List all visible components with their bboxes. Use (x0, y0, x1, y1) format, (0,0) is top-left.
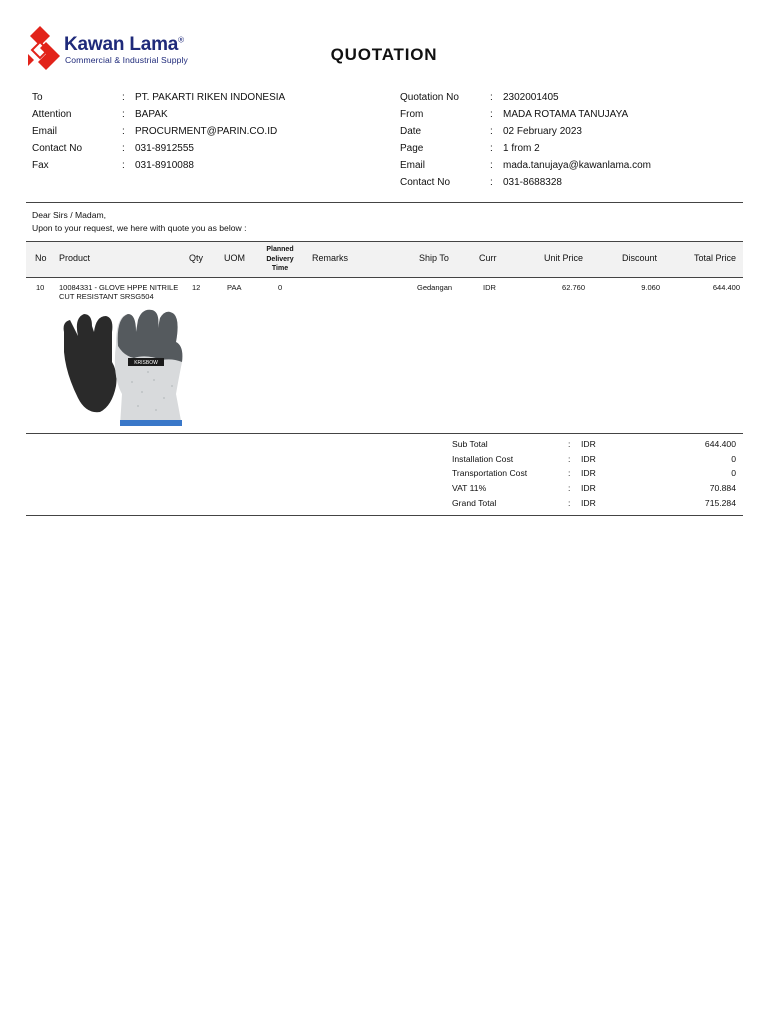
row-qty: 12 (192, 283, 201, 292)
logo-name: Kawan Lama® (64, 34, 184, 55)
grandtotal-currency: IDR (581, 498, 596, 508)
colon: : (490, 126, 493, 137)
grandtotal-value: 715.284 (704, 498, 736, 508)
email-value: PROCURMENT@PARIN.CO.ID (135, 126, 278, 137)
sender-contact-label: Contact No (400, 177, 451, 188)
totals-bottom-rule (26, 515, 743, 516)
sender-email-label: Email (400, 160, 426, 171)
date-value: 02 February 2023 (503, 126, 582, 137)
transportation-label: Transportation Cost (452, 468, 528, 478)
col-totalprice-header: Total Price (694, 253, 737, 263)
fax-value: 031-8910088 (135, 160, 194, 171)
planned-line-3: Time (271, 265, 289, 272)
row-planned: 0 (278, 283, 283, 292)
col-remarks-header: Remarks (312, 253, 349, 263)
transportation-value: 0 (731, 468, 736, 478)
row-no: 10 (36, 283, 45, 292)
row-discount: 9.060 (641, 283, 660, 292)
installation-value: 0 (731, 454, 736, 464)
page-value: 1 from 2 (503, 143, 540, 154)
colon: : (490, 177, 493, 188)
row-totalprice: 644.400 (712, 283, 740, 292)
vat-currency: IDR (581, 483, 596, 493)
colon: : (122, 126, 125, 137)
col-planned-header (258, 245, 302, 274)
document-title: QUOTATION (330, 45, 438, 64)
col-no-header: No (35, 253, 47, 263)
from-label: From (400, 109, 424, 120)
contact-value: 031-8912555 (135, 143, 194, 154)
subtotal-value: 644.400 (704, 439, 736, 449)
logo-subtitle: Commercial & Industrial Supply (65, 55, 188, 65)
col-uom-header: UOM (224, 253, 245, 263)
email-label: Email (32, 126, 58, 137)
col-unitprice-header: Unit Price (544, 253, 584, 263)
col-product-header: Product (59, 253, 91, 263)
sender-email-value: mada.tanujaya@kawanlama.com (503, 160, 652, 171)
row-uom: PAA (227, 283, 242, 292)
from-value: MADA ROTAMA TANUJAYA (503, 109, 629, 120)
transportation-currency: IDR (581, 468, 596, 478)
table-bottom-rule (26, 433, 743, 434)
contact-label: Contact No (32, 143, 83, 154)
planned-line-1: Planned (266, 246, 294, 253)
attention-label: Attention (32, 109, 72, 120)
row-curr: IDR (483, 283, 496, 292)
quotation-no-value: 2302001405 (503, 92, 559, 103)
row-unitprice: 62.760 (562, 283, 585, 292)
colon: : (122, 109, 125, 120)
vat-value: 70.884 (709, 483, 736, 493)
col-discount-header: Discount (622, 253, 658, 263)
col-qty-header: Qty (189, 253, 204, 263)
divider (26, 202, 743, 203)
colon: : (122, 160, 125, 171)
to-label: To (32, 92, 43, 103)
to-value: PT. PAKARTI RIKEN INDONESIA (135, 92, 286, 103)
subtotal-currency: IDR (581, 439, 596, 449)
colon: : (568, 454, 571, 464)
fax-label: Fax (32, 160, 49, 171)
sender-contact-value: 031-8688328 (503, 177, 562, 188)
subtotal-label: Sub Total (452, 439, 488, 449)
greeting: Dear Sirs / Madam, (32, 210, 107, 220)
glove-product-image (56, 302, 186, 430)
colon: : (568, 483, 571, 493)
colon: : (490, 143, 493, 154)
colon: : (122, 92, 125, 103)
colon: : (490, 160, 493, 171)
date-label: Date (400, 126, 422, 137)
planned-line-2: Delivery (266, 255, 294, 263)
attention-value: BAPAK (135, 109, 168, 120)
page-label: Page (400, 143, 424, 154)
intro-text: Upon to your request, we here with quote you as below : (32, 223, 247, 233)
glove-brand-label: KRISBOW (134, 360, 158, 366)
colon: : (568, 439, 571, 449)
col-curr-header: Curr (479, 253, 497, 263)
colon: : (490, 92, 493, 103)
grandtotal-label: Grand Total (452, 498, 497, 508)
installation-label: Installation Cost (452, 454, 514, 464)
installation-currency: IDR (581, 454, 596, 464)
vat-label: VAT 11% (452, 483, 487, 493)
colon: : (568, 498, 571, 508)
colon: : (122, 143, 125, 154)
row-product-line-1: 10084331 - GLOVE HPPE NITRILE (59, 283, 179, 292)
row-shipto: Gedangan (417, 283, 453, 292)
colon: : (490, 109, 493, 120)
row-product-line-2: CUT RESISTANT SRSG504 (59, 292, 154, 301)
colon: : (568, 468, 571, 478)
quotation-no-label: Quotation No (400, 92, 459, 103)
col-shipto-header: Ship To (419, 253, 449, 263)
